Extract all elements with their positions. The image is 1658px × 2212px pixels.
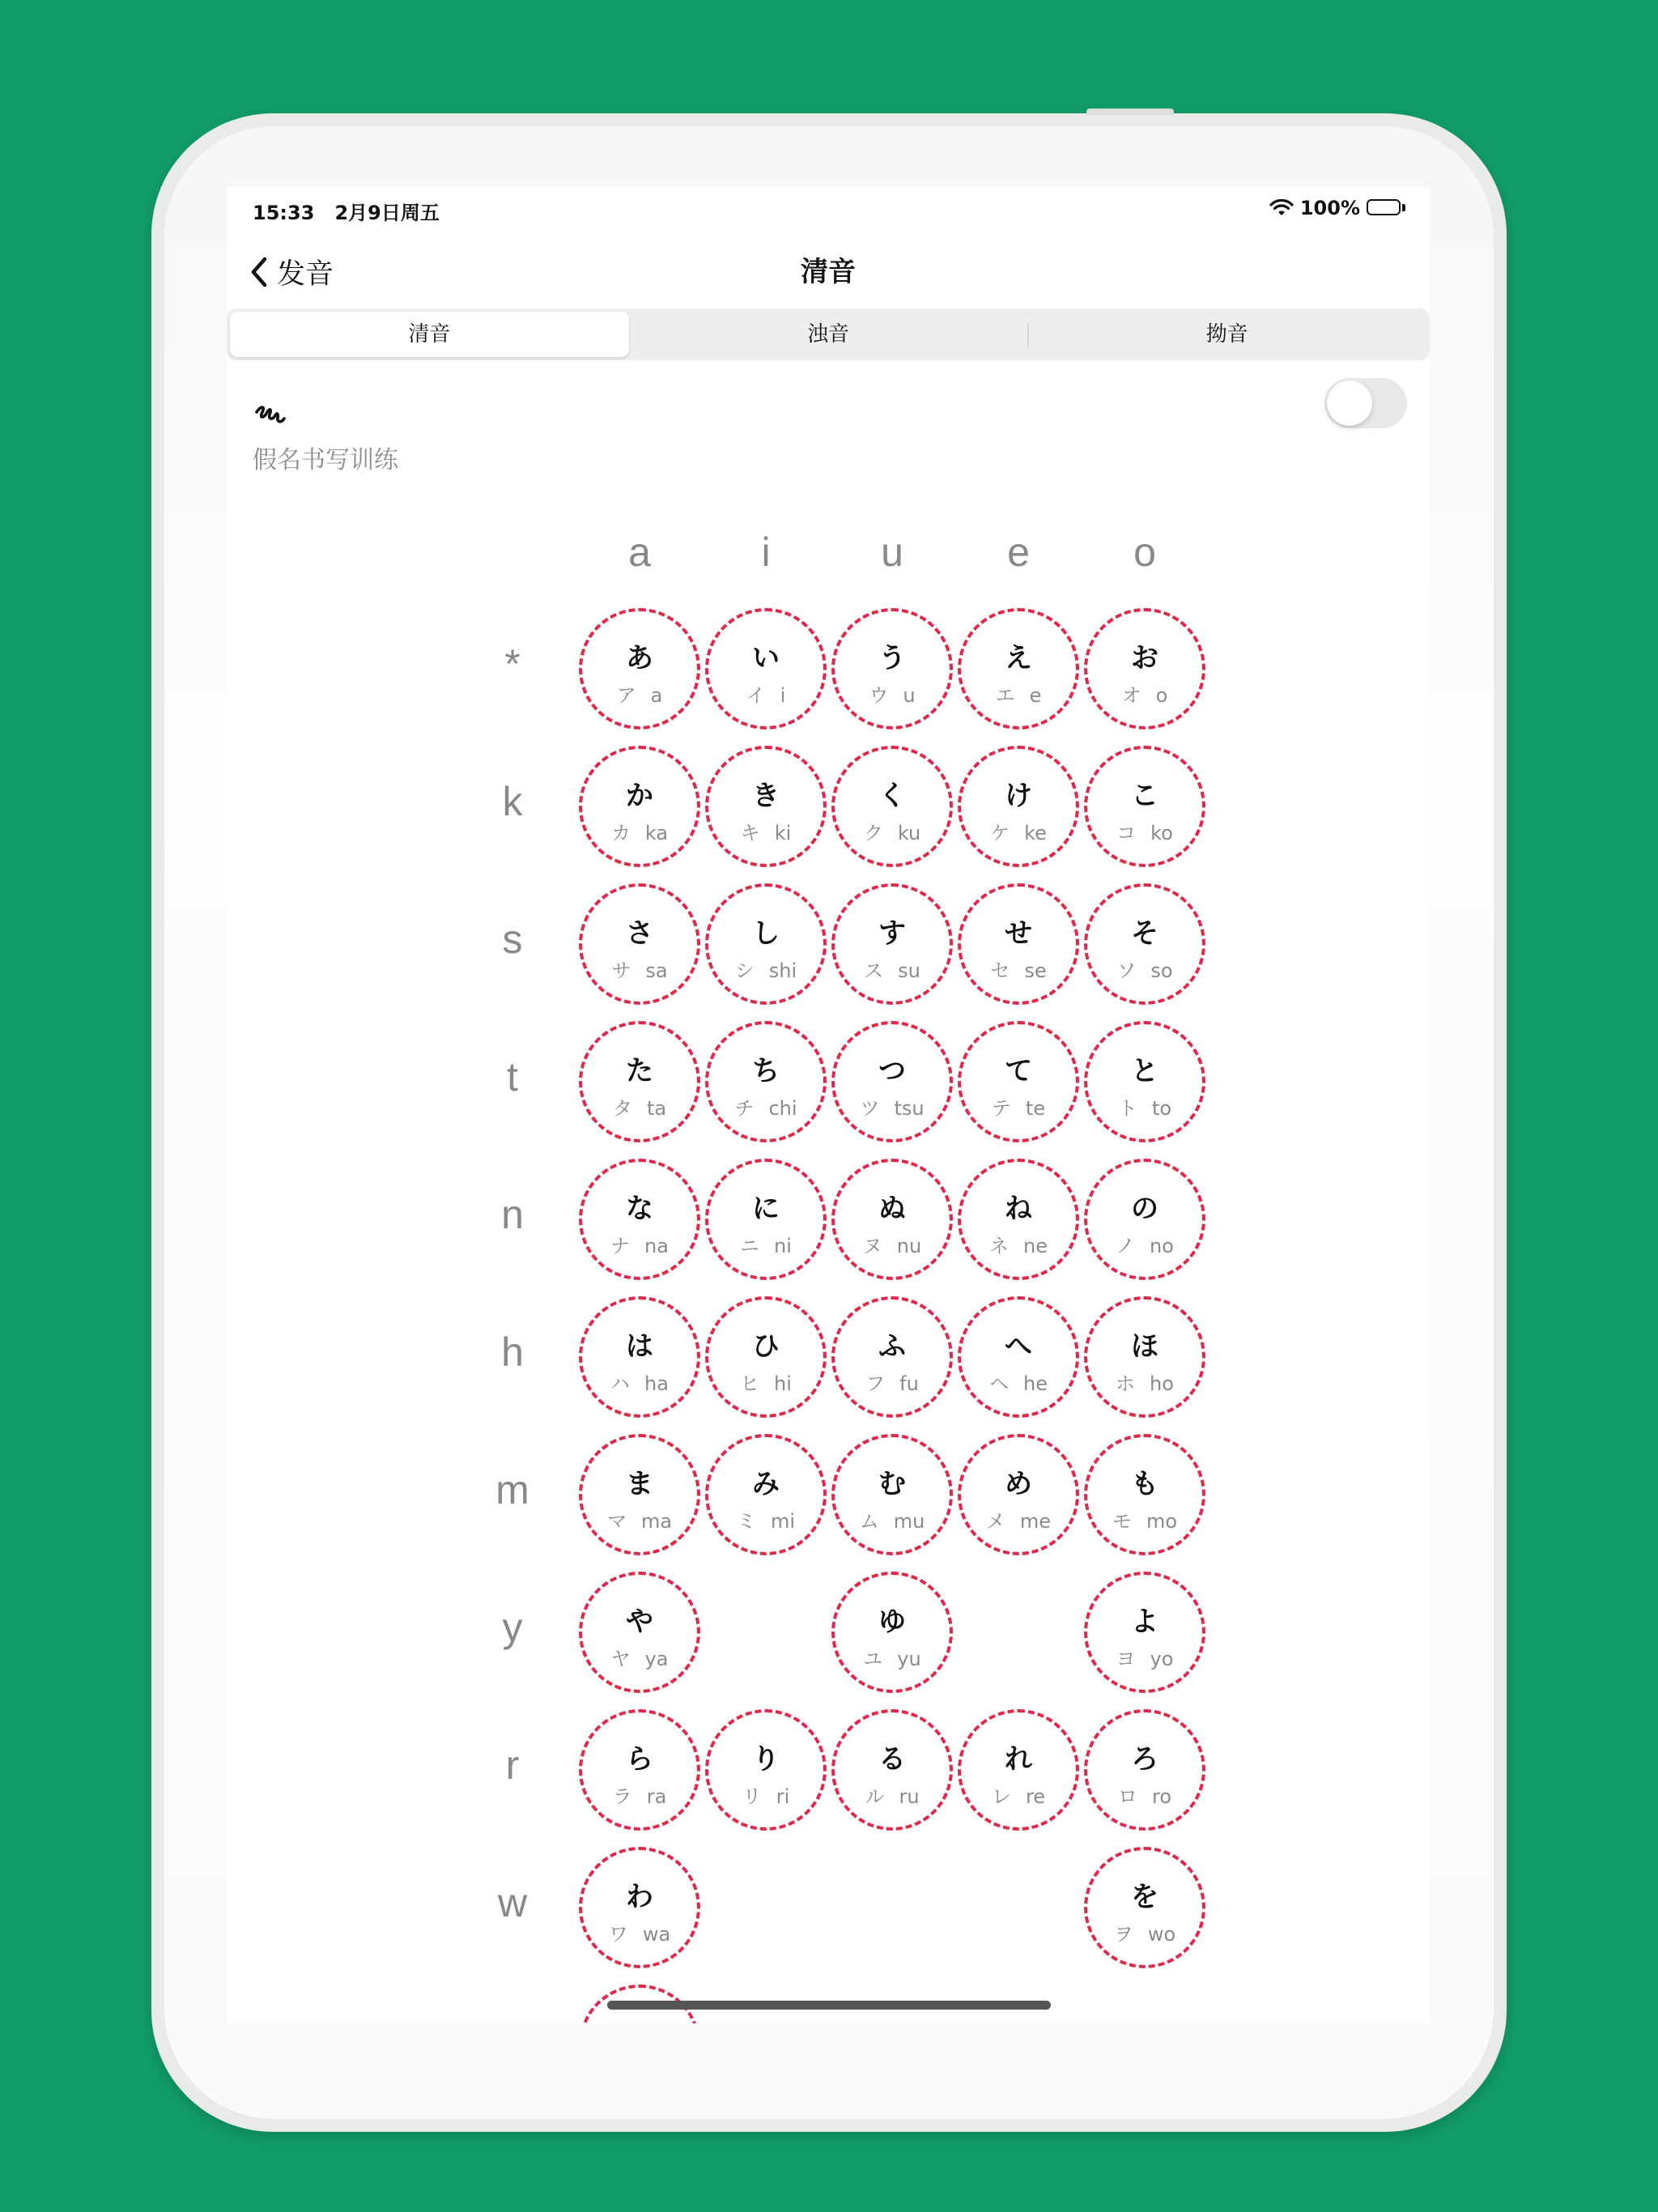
hiragana-char: れ (1005, 1743, 1032, 1776)
romaji-text: ko (1150, 822, 1173, 844)
hiragana-char: へ (1005, 1330, 1032, 1363)
romaji-text: su (898, 959, 920, 982)
romaji-text: u (903, 684, 916, 707)
hiragana-char: き (752, 780, 780, 812)
katakana-char: ネ (989, 1235, 1009, 1257)
kana-reading (835, 955, 950, 983)
app-screen (227, 187, 1430, 2023)
hiragana-char: す (878, 917, 906, 950)
romaji-text: shi (768, 959, 797, 982)
kana-reading (708, 1092, 823, 1121)
hiragana-char: や (626, 1606, 653, 1638)
hiragana-char: も (1131, 1468, 1158, 1500)
kana-reading (1087, 1368, 1202, 1396)
kana-cell-wa[interactable] (579, 1847, 700, 1968)
katakana-char: ナ (610, 1235, 631, 1257)
row-label-w: w (497, 1880, 528, 1925)
hiragana-char: ふ (878, 1330, 906, 1363)
hiragana-char: ぬ (878, 1193, 906, 1225)
romaji-text: mo (1146, 1510, 1178, 1533)
row-label-m: m (495, 1467, 529, 1512)
kana-cell-i[interactable] (705, 608, 827, 730)
katakana-char: ホ (1116, 1372, 1136, 1395)
romaji-text: ha (644, 1372, 669, 1395)
writing-practice-row (227, 398, 1430, 487)
kana-cell-te[interactable] (958, 1021, 1079, 1142)
katakana-char: セ (990, 959, 1010, 982)
romaji-text: nu (896, 1235, 922, 1257)
kana-cell-o[interactable] (1084, 608, 1205, 730)
katakana-char: ニ (740, 1235, 760, 1257)
back-label: 发音 (277, 258, 334, 291)
hiragana-char: ま (626, 1468, 653, 1500)
kana-cell-ne[interactable] (958, 1159, 1079, 1280)
kana-cell-so[interactable] (1084, 883, 1205, 1005)
katakana-char: メ (985, 1510, 1005, 1533)
kana-cell-ka[interactable] (579, 746, 700, 867)
kana-cell-mu[interactable] (831, 1434, 953, 1555)
kana-cell-mi[interactable] (705, 1434, 827, 1555)
romaji-text: he (1023, 1372, 1048, 1395)
katakana-char: モ (1112, 1510, 1132, 1533)
katakana-char: コ (1116, 822, 1137, 844)
romaji-text: wa (642, 1923, 671, 1946)
kana-reading (708, 955, 823, 983)
kana-reading (1087, 1780, 1202, 1809)
hiragana-char: そ (1131, 917, 1158, 950)
romaji-text: ma (640, 1510, 673, 1533)
writing-practice-label: 假名书写训练 (253, 446, 398, 474)
hiragana-char: お (1131, 642, 1158, 674)
hiragana-char: た (626, 1055, 653, 1087)
kana-cell-yo[interactable] (1084, 1572, 1205, 1693)
katakana-char: タ (612, 1097, 632, 1120)
katakana-char: マ (606, 1510, 627, 1533)
tab-qingyin[interactable]: 清音 (230, 312, 629, 357)
kana-reading (835, 1780, 950, 1809)
wifi-icon (1269, 199, 1294, 217)
romaji-text: ka (644, 822, 669, 844)
kana-reading (708, 1505, 823, 1534)
top-button (1086, 108, 1174, 115)
kana-cell-wo[interactable] (1084, 1847, 1205, 1968)
kana-reading (961, 1505, 1076, 1534)
hiragana-char: い (752, 642, 780, 674)
row-label-y: y (502, 1605, 523, 1650)
romaji-text: ki (774, 822, 792, 844)
kana-reading (582, 1230, 697, 1258)
katakana-char: ハ (610, 1372, 631, 1395)
kana-cell-ro[interactable] (1084, 1709, 1205, 1831)
kana-cell-su[interactable] (831, 883, 953, 1005)
romaji-text: ri (776, 1785, 790, 1808)
hiragana-char: み (752, 1468, 780, 1500)
kana-reading (961, 955, 1076, 983)
kana-reading (1087, 1092, 1202, 1121)
kana-reading (582, 1918, 697, 1946)
kana-reading (708, 817, 823, 845)
kana-cell-yu[interactable] (831, 1572, 953, 1693)
kana-cell-ha[interactable] (579, 1296, 700, 1418)
hiragana-char: ほ (1131, 1330, 1158, 1363)
hiragana-char: し (752, 917, 780, 950)
romaji-text: e (1029, 684, 1042, 707)
hiragana-char: て (1005, 1055, 1032, 1087)
kana-cell-fu[interactable] (831, 1296, 953, 1418)
kana-reading (708, 1780, 823, 1809)
romaji-text: tsu (894, 1097, 925, 1120)
romaji-text: yu (897, 1648, 921, 1670)
kana-reading (1087, 679, 1202, 708)
kana-reading (582, 1368, 697, 1396)
kana-cell-tsu[interactable] (831, 1021, 953, 1142)
kana-cell-ni[interactable] (705, 1159, 827, 1280)
katakana-char: ヲ (1113, 1923, 1133, 1946)
katakana-char: ケ (990, 822, 1010, 844)
kana-reading (961, 1092, 1076, 1121)
katakana-char: ヤ (610, 1648, 631, 1670)
romaji-text: te (1025, 1097, 1046, 1120)
kana-cell-ke[interactable] (958, 746, 1079, 867)
hiragana-char: こ (1131, 780, 1158, 812)
kana-cell-e[interactable] (958, 608, 1079, 730)
kana-cell-u[interactable] (831, 608, 953, 730)
row-label-n: n (501, 1192, 524, 1237)
kana-cell-ki[interactable] (705, 746, 827, 867)
hiragana-char: と (1131, 1055, 1158, 1087)
kana-reading (1087, 1643, 1202, 1671)
katakana-char: ク (863, 822, 883, 844)
romaji-text: ho (1150, 1372, 1174, 1395)
kana-cell-chi[interactable] (705, 1021, 827, 1142)
katakana-char: ア (616, 684, 636, 707)
kana-reading (961, 1368, 1076, 1396)
romaji-text: no (1150, 1235, 1174, 1257)
hiragana-char: え (1005, 642, 1032, 674)
katakana-char: ミ (736, 1510, 756, 1533)
hiragana-char: ね (1005, 1193, 1032, 1225)
kana-cell-me[interactable] (958, 1434, 1079, 1555)
kana-cell-sa[interactable] (579, 883, 700, 1005)
romaji-text: mi (770, 1510, 796, 1533)
status-bar (227, 187, 1430, 236)
row-label-h: h (501, 1329, 524, 1375)
kana-reading (961, 1230, 1076, 1258)
kana-cell-se[interactable] (958, 883, 1079, 1005)
romaji-text: hi (774, 1372, 792, 1395)
kana-reading (582, 817, 697, 845)
kana-reading (961, 1780, 1076, 1809)
romaji-text: se (1024, 959, 1047, 982)
status-time: 15:33 2月9日周五 (253, 202, 440, 224)
kana-reading (835, 1643, 950, 1671)
kana-reading (835, 1230, 950, 1258)
hiragana-char: の (1131, 1193, 1158, 1225)
romaji-text: a (650, 684, 663, 707)
katakana-char: ウ (869, 684, 889, 707)
kana-reading (582, 679, 697, 708)
hiragana-char: つ (878, 1055, 906, 1087)
hiragana-char: に (752, 1193, 780, 1225)
katakana-char: ト (1117, 1097, 1137, 1120)
navigation-bar (227, 244, 1430, 300)
kana-cell-he[interactable] (958, 1296, 1079, 1418)
segmented-control (227, 308, 1430, 360)
katakana-char: ヨ (1116, 1648, 1136, 1670)
hiragana-char: め (1005, 1468, 1032, 1500)
hiragana-char: ゆ (878, 1606, 906, 1638)
hiragana-char: け (1005, 780, 1032, 812)
katakana-char: ム (859, 1510, 879, 1533)
hiragana-char: り (752, 1743, 780, 1776)
kana-cell-to[interactable] (1084, 1021, 1205, 1142)
katakana-char: ヌ (862, 1235, 882, 1257)
kana-cell-mo[interactable] (1084, 1434, 1205, 1555)
romaji-text: ro (1151, 1785, 1172, 1808)
katakana-char: ヘ (989, 1372, 1009, 1395)
kana-cell-a[interactable] (579, 608, 700, 730)
tab-aoyin[interactable]: 拗音 (1027, 312, 1426, 357)
row-label-k: k (502, 779, 523, 824)
kana-cell-ru[interactable] (831, 1709, 953, 1831)
page-title: 清音 (801, 256, 856, 288)
kana-reading (835, 817, 950, 845)
column-header-u: u (881, 530, 903, 575)
kana-reading (835, 679, 950, 708)
kana-cell-ku[interactable] (831, 746, 953, 867)
romaji-text: o (1155, 684, 1168, 707)
romaji-text: i (780, 684, 786, 707)
kana-cell-re[interactable] (958, 1709, 1079, 1831)
row-label-s: s (502, 917, 523, 962)
handwriting-icon (254, 404, 287, 435)
katakana-char: オ (1121, 684, 1141, 707)
kana-reading (1087, 1230, 1202, 1258)
hiragana-char: よ (1131, 1606, 1158, 1638)
kana-reading (835, 1368, 950, 1396)
kana-reading (1087, 955, 1202, 983)
romaji-text: ta (646, 1097, 667, 1120)
hiragana-char: せ (1005, 917, 1032, 950)
hiragana-char: は (626, 1330, 653, 1363)
katakana-char: サ (611, 959, 631, 982)
romaji-text: re (1025, 1785, 1046, 1808)
kana-reading (961, 679, 1076, 708)
romaji-text: yo (1150, 1648, 1174, 1670)
katakana-char: リ (742, 1785, 762, 1808)
katakana-char: ロ (1117, 1785, 1137, 1808)
home-indicator[interactable] (607, 2001, 1051, 2010)
hiragana-char: な (626, 1193, 653, 1225)
kana-reading (1087, 1505, 1202, 1534)
kana-cell-nu[interactable] (831, 1159, 953, 1280)
kana-cell-ma[interactable] (579, 1434, 700, 1555)
romaji-text: ku (897, 822, 921, 844)
romaji-text: chi (768, 1097, 797, 1120)
kana-reading (582, 955, 697, 983)
katakana-char: ル (865, 1785, 885, 1808)
katakana-char: ワ (608, 1923, 628, 1946)
kana-cell-ta[interactable] (579, 1021, 700, 1142)
katakana-char: ソ (1116, 959, 1137, 982)
kana-cell-ya[interactable] (579, 1572, 700, 1693)
hiragana-char: か (626, 780, 653, 812)
katakana-char: イ (746, 684, 766, 707)
kana-reading (835, 1505, 950, 1534)
row-label-t: t (507, 1054, 518, 1100)
toggle-knob (1327, 381, 1372, 426)
katakana-char: テ (991, 1097, 1011, 1120)
kana-reading (708, 1368, 823, 1396)
romaji-text: ru (899, 1785, 920, 1808)
hiragana-char: を (1131, 1881, 1158, 1913)
romaji-text: ke (1024, 822, 1047, 844)
kana-reading (582, 1092, 697, 1121)
kana-reading (835, 1092, 950, 1121)
column-header-o: o (1133, 530, 1156, 575)
kana-cell-ho[interactable] (1084, 1296, 1205, 1418)
hiragana-char: ろ (1131, 1743, 1158, 1776)
kana-reading (1087, 1918, 1202, 1946)
column-header-a: a (628, 530, 651, 575)
kana-cell-hi[interactable] (705, 1296, 827, 1418)
katakana-char: ノ (1116, 1235, 1136, 1257)
tab-zhuoyin[interactable]: 浊音 (807, 322, 850, 347)
hiragana-char: ち (752, 1055, 780, 1087)
katakana-char: レ (991, 1785, 1011, 1808)
kana-reading (582, 1505, 697, 1534)
hiragana-char: さ (626, 917, 653, 950)
kana-reading (708, 679, 823, 708)
romaji-text: ya (644, 1648, 669, 1670)
romaji-text: to (1151, 1097, 1172, 1120)
katakana-char: フ (865, 1372, 886, 1395)
kana-cell-ri[interactable] (705, 1709, 827, 1831)
kana-cell-ko[interactable] (1084, 746, 1205, 867)
katakana-char: チ (734, 1097, 755, 1120)
kana-reading (582, 1643, 697, 1671)
romaji-text: sa (645, 959, 668, 982)
battery-percent: 100% (1299, 197, 1360, 219)
romaji-text: ni (774, 1235, 792, 1257)
kana-reading (582, 1780, 697, 1809)
hiragana-char: う (878, 642, 906, 674)
romaji-text: ne (1023, 1235, 1048, 1257)
hiragana-char: わ (626, 1881, 653, 1913)
row-label-r: r (505, 1742, 520, 1788)
hiragana-char: ひ (752, 1330, 780, 1363)
katakana-char: エ (995, 684, 1015, 707)
column-header-i: i (761, 530, 771, 575)
katakana-char: カ (610, 822, 631, 844)
romaji-text: na (644, 1235, 669, 1257)
hiragana-char: む (878, 1468, 906, 1500)
katakana-char: ラ (612, 1785, 632, 1808)
hiragana-char: ら (626, 1743, 653, 1776)
romaji-text: ra (646, 1785, 667, 1808)
writing-practice-toggle[interactable] (1324, 378, 1407, 428)
kana-reading (1087, 817, 1202, 845)
battery-icon (1367, 199, 1405, 217)
romaji-text: mu (893, 1510, 925, 1533)
katakana-char: ユ (863, 1648, 883, 1670)
katakana-char: キ (740, 822, 760, 844)
column-header-e: e (1007, 530, 1030, 575)
romaji-text: wo (1147, 1923, 1176, 1946)
status-indicators (1269, 197, 1405, 219)
romaji-text: so (1150, 959, 1173, 982)
romaji-text: me (1019, 1510, 1052, 1533)
katakana-char: シ (734, 959, 755, 982)
katakana-char: ヒ (740, 1372, 760, 1395)
kana-reading (708, 1230, 823, 1258)
hiragana-char: く (878, 780, 906, 812)
hiragana-char: る (878, 1743, 906, 1776)
kana-cell-na[interactable] (579, 1159, 700, 1280)
katakana-char: ス (864, 959, 884, 982)
katakana-char: ツ (860, 1097, 880, 1120)
kana-cell-no[interactable] (1084, 1159, 1205, 1280)
row-label-vowel: * (504, 641, 521, 687)
kana-cell-ra[interactable] (579, 1709, 700, 1831)
kana-reading (961, 817, 1076, 845)
romaji-text: fu (899, 1372, 919, 1395)
hiragana-char: あ (626, 642, 653, 674)
kana-cell-shi[interactable] (705, 883, 827, 1005)
